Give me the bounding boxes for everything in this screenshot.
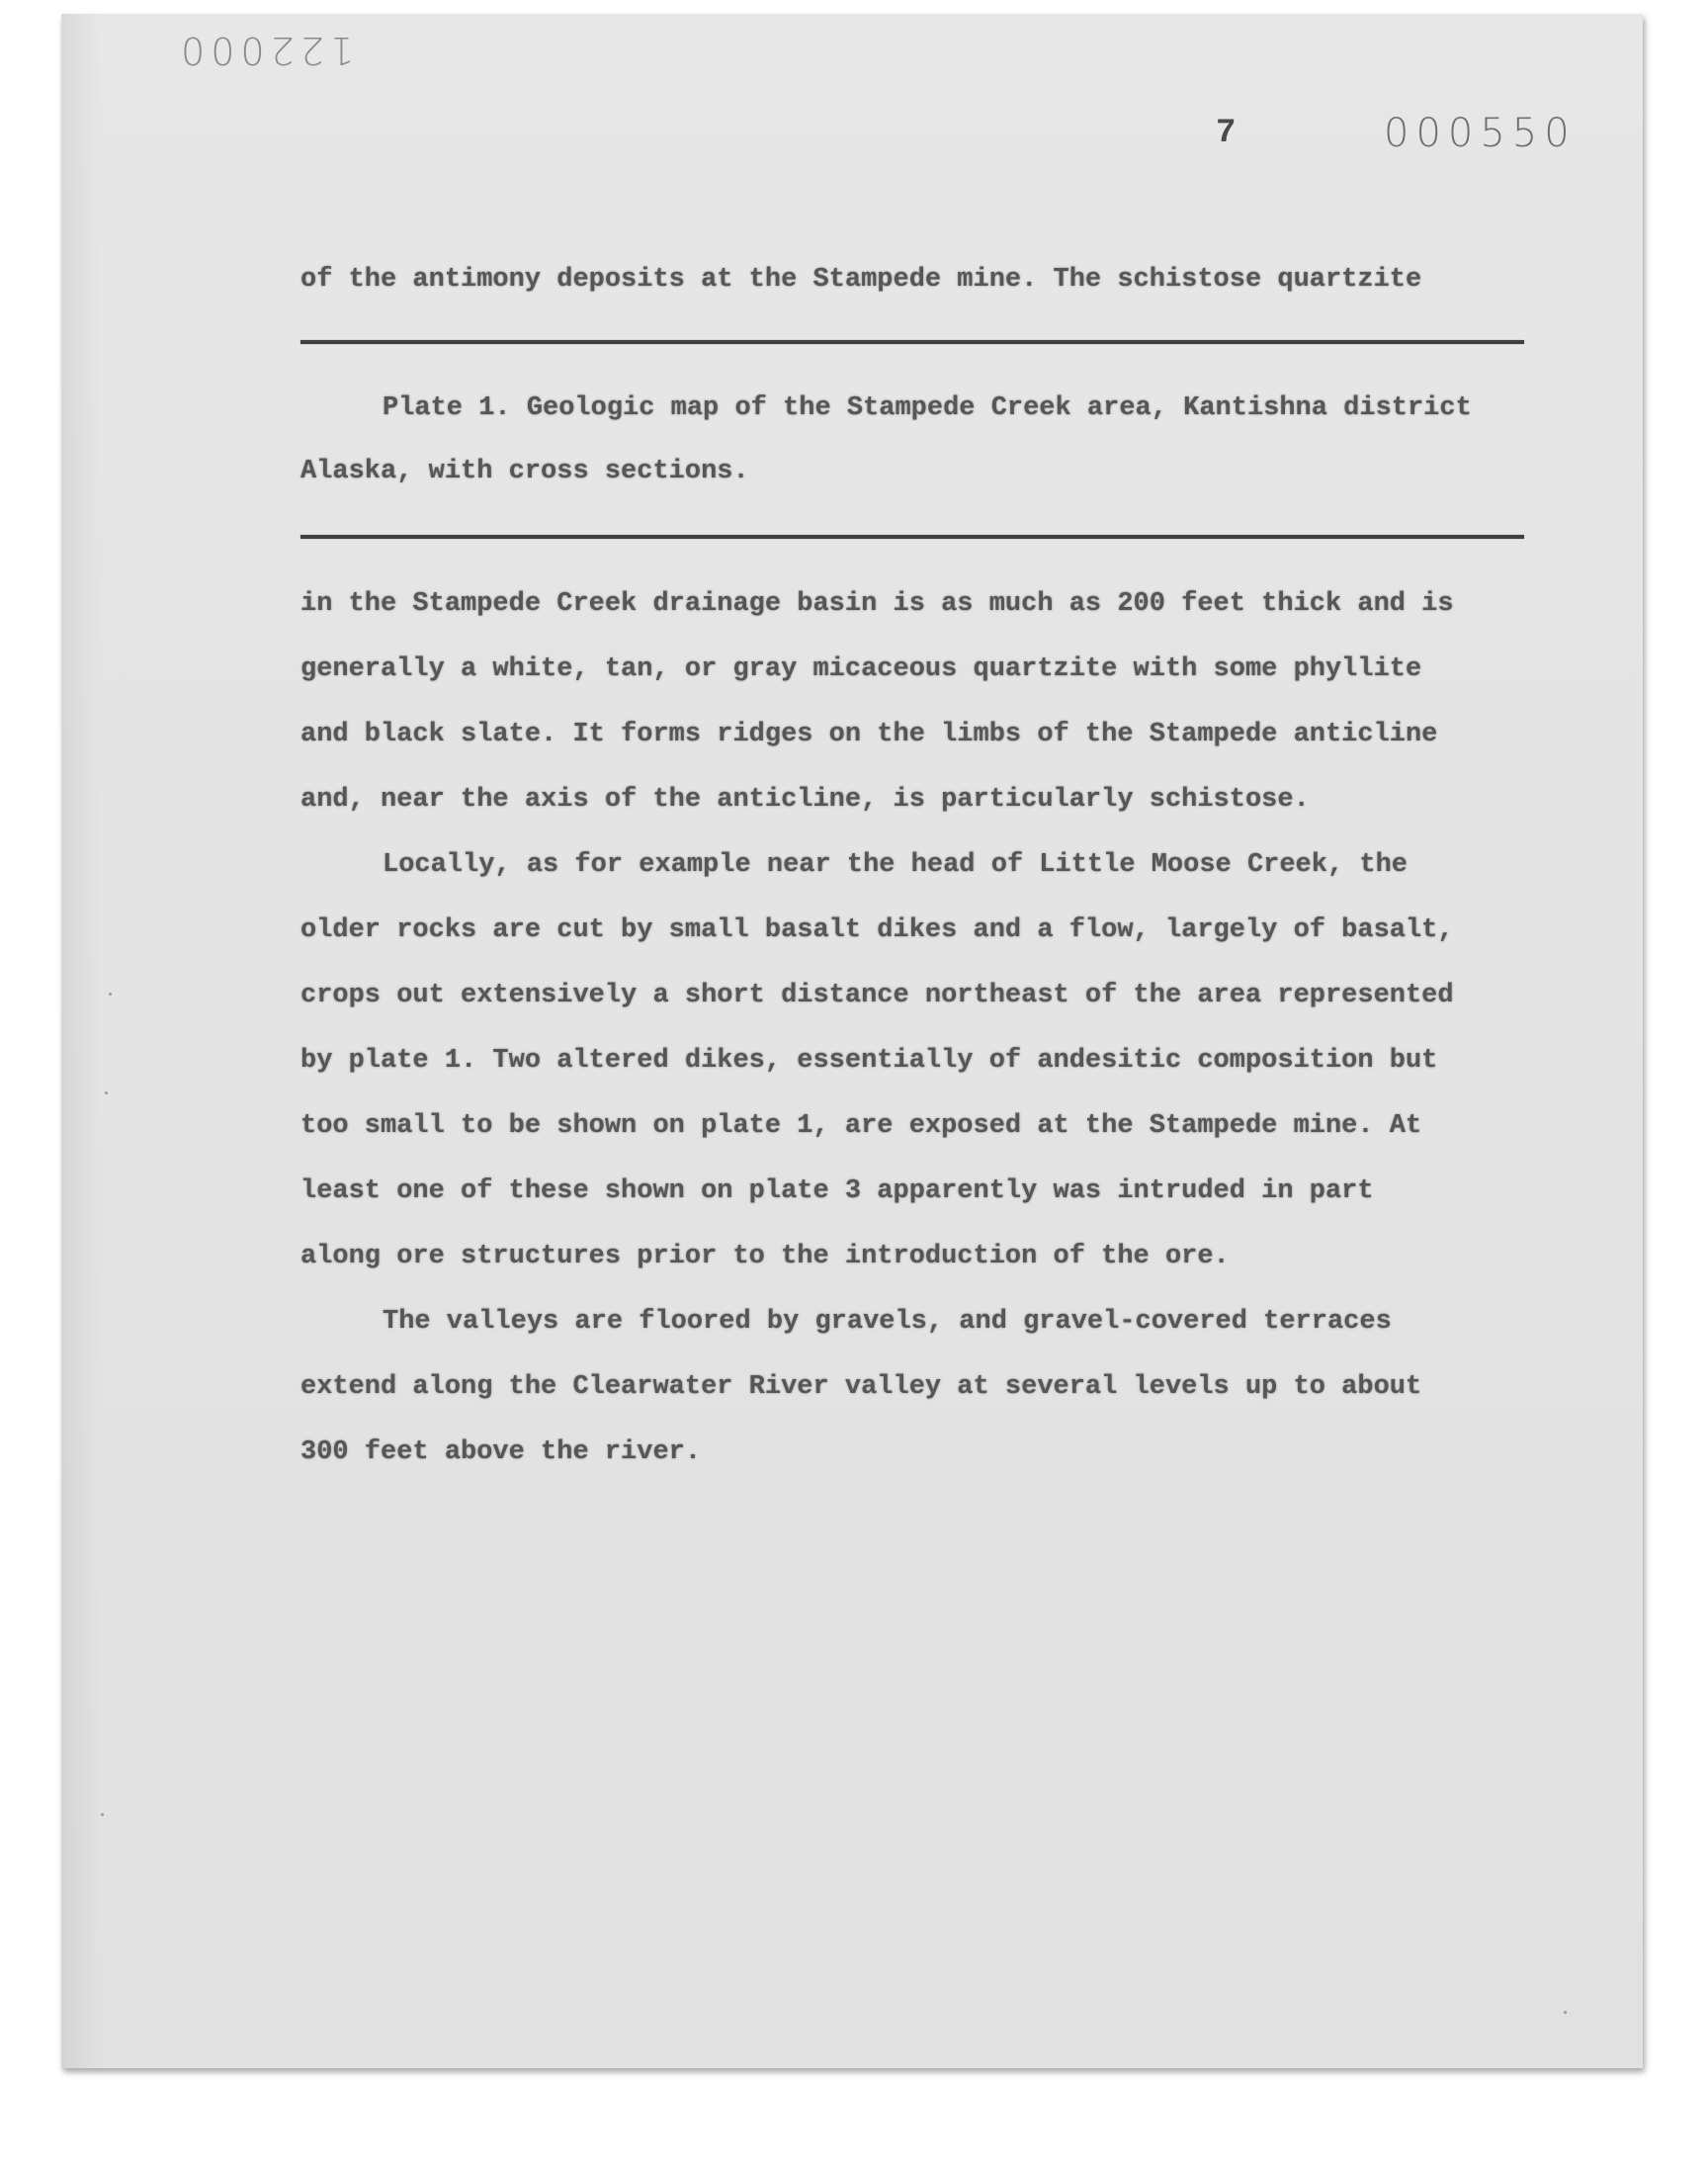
paragraph-line: and, near the axis of the anticline, is particularly schistose. <box>300 785 1310 815</box>
upside-down-stamp: 122000 <box>175 29 355 72</box>
paper-speck <box>1564 2011 1567 2014</box>
paragraph-line: Locally, as for example near the head of Little Moose Creek, the <box>383 850 1408 880</box>
paragraph-line: 300 feet above the river. <box>300 1437 702 1467</box>
paragraph-line: older rocks are cut by small basalt dikes and a flow, largely of basalt, <box>300 915 1454 945</box>
paragraph-line: in the Stampede Creek drainage basin is as much as 200 feet thick and is <box>300 589 1454 619</box>
paragraph-line: extend along the Clearwater River valley at several levels up to about <box>300 1372 1422 1402</box>
continuation-line: of the antimony deposits at the Stampede mine. The schistose quartzite <box>300 265 1422 295</box>
paragraph-line: The valleys are floored by gravels, and gravel-covered terraces <box>383 1307 1392 1337</box>
document-page <box>61 14 1643 2068</box>
paragraph-line: by plate 1. Two altered dikes, essentially of andesitic composition but <box>300 1046 1438 1076</box>
caption-rule-bottom <box>300 535 1524 539</box>
paragraph-line: least one of these shown on plate 3 apparently was intruded in part <box>300 1176 1374 1206</box>
paragraph-line: crops out extensively a short distance northeast of the area represented <box>300 981 1454 1010</box>
paragraph-line: generally a white, tan, or gray micaceous quartzite with some phyllite <box>300 654 1422 684</box>
page-number: 7 <box>1216 115 1237 152</box>
paper-speck <box>101 1813 104 1816</box>
document-number-stamp: 000550 <box>1384 111 1577 156</box>
paper-speck <box>105 1091 108 1094</box>
caption-line: Plate 1. Geologic map of the Stampede Creek area, Kantishna district <box>383 393 1472 423</box>
paragraph-line: and black slate. It forms ridges on the limbs of the Stampede anticline <box>300 720 1438 749</box>
paragraph-line: too small to be shown on plate 1, are exposed at the Stampede mine. At <box>300 1111 1422 1141</box>
caption-line: Alaska, with cross sections. <box>300 457 749 486</box>
caption-rule-top <box>300 340 1524 344</box>
paper-speck <box>109 993 112 996</box>
paragraph-line: along ore structures prior to the introduction of the ore. <box>300 1242 1230 1271</box>
